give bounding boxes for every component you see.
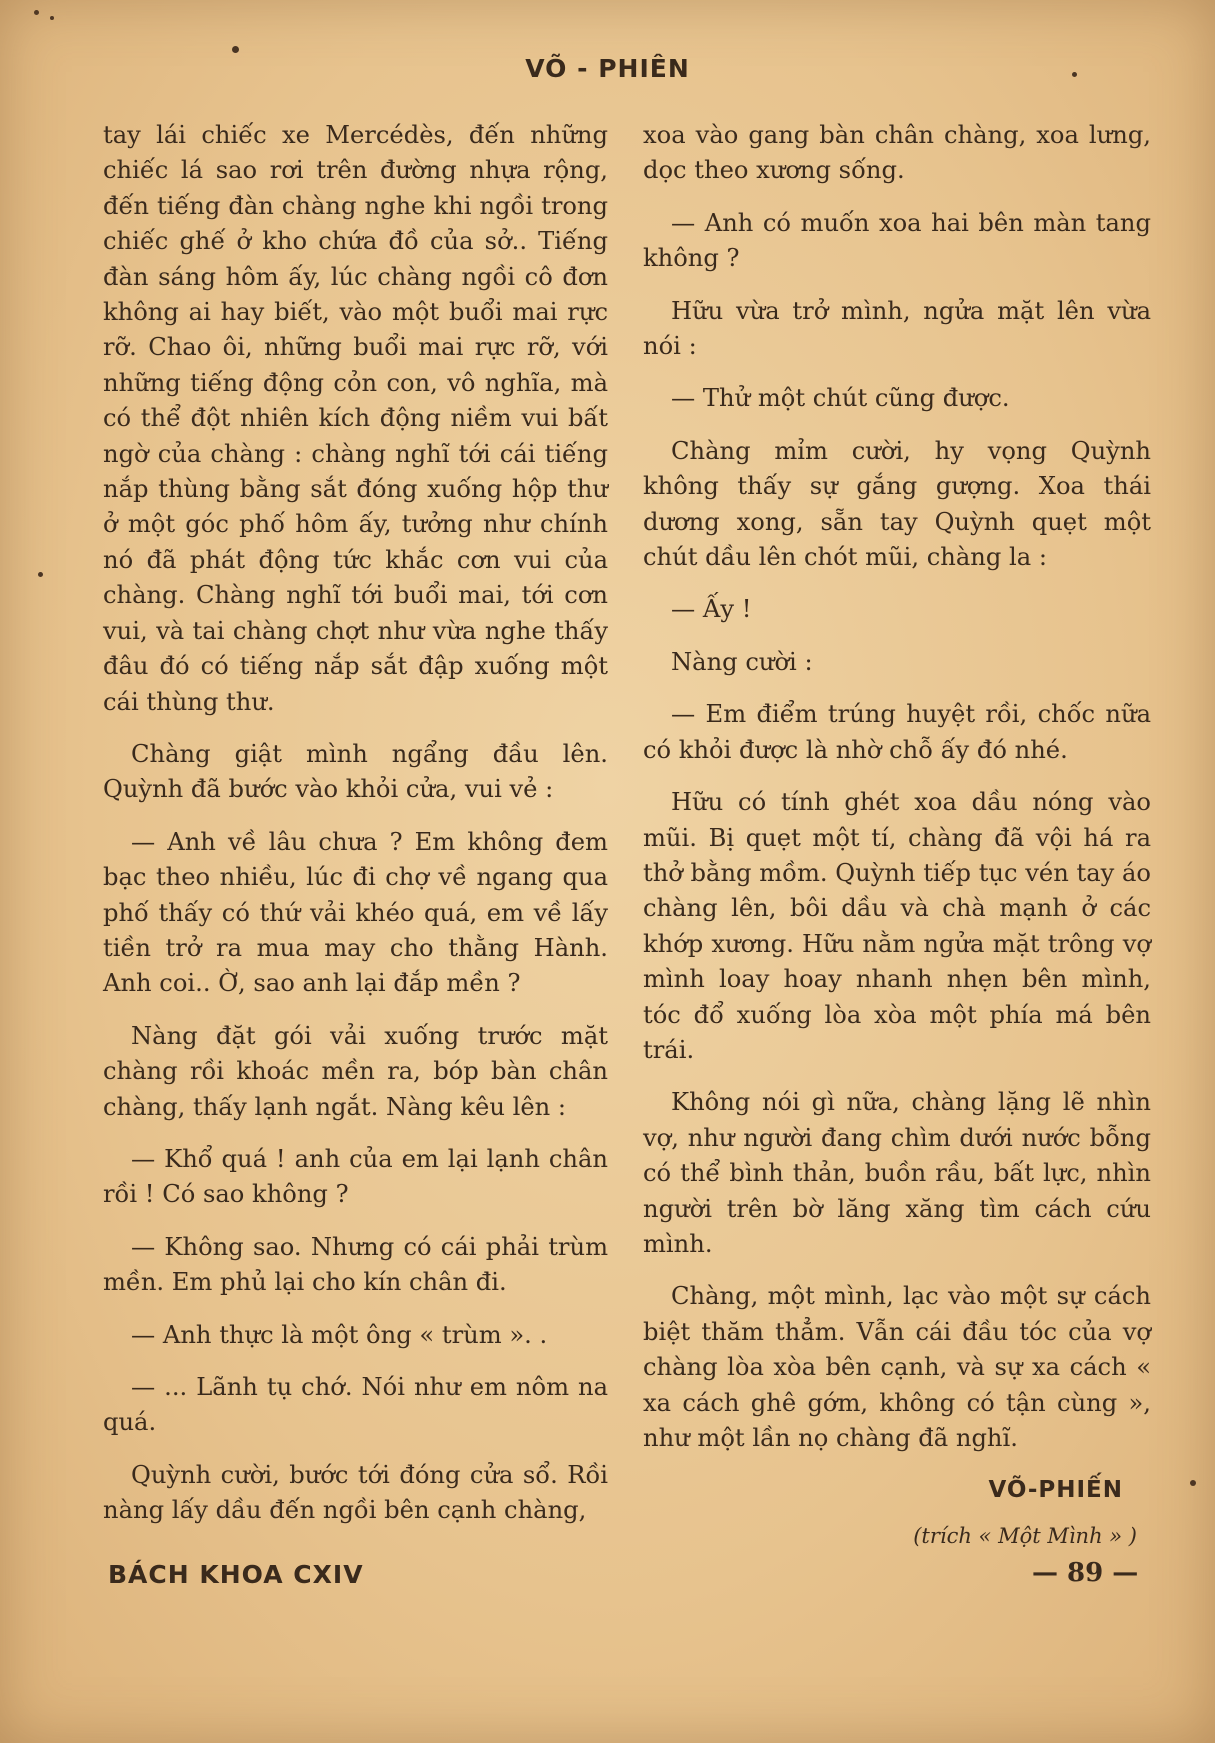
right-paragraph: xoa vào gang bàn chân chàng, xoa lưng, dọc theo xương sống. (643, 121, 1151, 185)
left-paragraph: — Anh về lâu chưa ? Em không đem bạc theo nhiều, lúc đi chợ về ngang qua phố thấy có thứ vải khéo quá, em về lấy tiền trở ra mua may cho thằng Hành. Anh coi.. Ờ, sao anh lại đắp mền ? (103, 827, 608, 998)
print-speck (38, 572, 43, 577)
right-paragraph: Không nói gì nữa, chàng lặng lẽ nhìn vợ, như người đang chìm dưới nước bỗng có thể bình thản, buồn rầu, bất lực, nhìn người trên bờ lăng xăng tìm cách cứu mình. (643, 1088, 1151, 1258)
left-paragraph: — Khổ quá ! anh của em lại lạnh chân rồi ! Có sao không ? (103, 1144, 608, 1209)
right-paragraph: Chàng mỉm cười, hy vọng Quỳnh không thấy sự gắng gượng. Xoa thái dương xong, sẵn tay Quỳnh quẹt một chút dầu lên chót mũi, chàng la : (643, 436, 1151, 572)
print-speck (232, 46, 239, 53)
right-paragraph: Nàng cười : (671, 647, 813, 676)
left-paragraph: Chàng giật mình ngẩng đầu lên. Quỳnh đã bước vào khỏi cửa, vui vẻ : (103, 739, 608, 804)
running-head: VÕ - PHIÊN (525, 54, 690, 83)
print-speck (50, 16, 54, 20)
right-paragraph: Hữu có tính ghét xoa dầu nóng vào mũi. Bị quẹt một tí, chàng đã vội há ra thở bằng mồm. Quỳnh tiếp tục vén tay áo chàng lên, bôi dầu và chà mạnh ở các khớp xương. Hữu nằm ngửa mặt trông vợ mình loay hoay nhanh nhẹn bên mình, tóc đổ xuống lòa xòa một phía má bên trái. (643, 788, 1151, 1064)
print-speck (1190, 1480, 1196, 1486)
footer-page-number: — 89 — (1032, 1558, 1139, 1588)
right-paragraph: — Thử một chút cũng được. (671, 384, 1010, 413)
print-speck (1072, 72, 1077, 77)
print-speck (34, 10, 39, 15)
left-paragraph: Quỳnh cười, bước tới đóng cửa sổ. Rồi nàng lấy dầu đến ngồi bên cạnh chàng, (103, 1460, 608, 1525)
right-paragraph: — Anh có muốn xoa hai bên màn tang không ? (643, 208, 1151, 273)
left-paragraph: Nàng đặt gói vải xuống trước mặt chàng rồi khoác mền ra, bóp bàn chân chàng, thấy lạnh ngắt. Nàng kêu lên : (103, 1021, 608, 1121)
right-column (643, 118, 1151, 1554)
right-paragraph: Hữu vừa trở mình, ngửa mặt lên vừa nói : (643, 296, 1151, 361)
right-paragraph: — Ấy ! (671, 595, 752, 624)
right-paragraph: Chàng, một mình, lạc vào một sự cách biệt thăm thẳm. Vẫn cái đầu tóc của vợ chàng lòa xòa bên cạnh, và sự xa cách « xa cách ghê gớm, không có tận cùng », như một lần nọ chàng đã nghĩ. (643, 1282, 1151, 1452)
left-paragraph: — ... Lãnh tụ chớ. Nói như em nôm na quá. (103, 1373, 608, 1437)
left-column (103, 118, 608, 1546)
left-paragraph: tay lái chiếc xe Mercédès, đến những chiếc lá sao rơi trên đường nhựa rộng, đến tiếng đàn chàng nghe khi ngồi trong chiếc ghế ở kho chứa đồ của sở.. Tiếng đàn sáng hôm ấy, lúc chàng ngồi cô đơn không ai hay biết, vào một buổi mai rực rỡ. Chao ôi, những buổi mai rực rỡ, với những tiếng động cỏn con, vô nghĩa, mà có thể đột nhiên kích động niềm vui bất ngờ của chàng : chàng nghĩ tới cái tiếng nắp thùng bằng sắt đóng xuống hộp thư ở một góc phố hôm ấy, tưởng như chính nó đã phát động tức khắc cơn vui của chàng. Chàng nghĩ tới buổi mai, tới cơn vui, và tai chàng chợt như vừa nghe thấy đâu đó có tiếng nắp sắt đập xuống một cái thùng thư. (103, 121, 608, 716)
source-note: (trích « Một Mình » ) (913, 1523, 1137, 1548)
author-signature: VÕ-PHIẾN (988, 1477, 1123, 1504)
left-paragraph: — Anh thực là một ông « trùm ». . (131, 1320, 548, 1349)
right-column-paragraphs (643, 118, 1151, 1456)
footer-magazine-title: BÁCH KHOA CXIV (108, 1560, 364, 1589)
right-paragraph: — Em điểm trúng huyệt rồi, chốc nữa có khỏi được là nhờ chỗ ấy đó nhé. (643, 700, 1151, 764)
left-paragraph: — Không sao. Nhưng có cái phải trùm mền. Em phủ lại cho kín chân đi. (103, 1232, 608, 1297)
